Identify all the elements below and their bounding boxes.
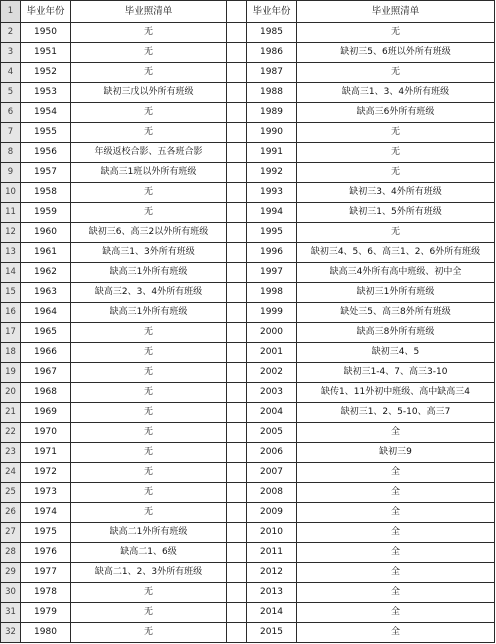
list-cell-right[interactable]: 全 [297, 503, 495, 523]
year-cell-right[interactable]: 2013 [247, 583, 297, 603]
list-cell-left[interactable]: 无 [71, 183, 227, 203]
list-cell-right[interactable]: 缺初三4、5、6、高三1、2、6外所有班级 [297, 243, 495, 263]
list-cell-left[interactable]: 无 [71, 383, 227, 403]
year-cell-right[interactable]: 1997 [247, 263, 297, 283]
year-cell-right[interactable]: 2015 [247, 623, 297, 643]
column-gap[interactable] [227, 43, 247, 63]
list-cell-left[interactable]: 无 [71, 603, 227, 623]
column-gap[interactable] [227, 123, 247, 143]
column-gap[interactable] [227, 183, 247, 203]
column-gap[interactable] [227, 383, 247, 403]
year-cell-left[interactable]: 1966 [21, 343, 71, 363]
year-cell-left[interactable]: 1976 [21, 543, 71, 563]
column-gap[interactable] [227, 523, 247, 543]
row-number[interactable]: 18 [1, 343, 21, 363]
year-cell-right[interactable]: 1990 [247, 123, 297, 143]
year-cell-right[interactable]: 2011 [247, 543, 297, 563]
row-number[interactable]: 27 [1, 523, 21, 543]
list-cell-left[interactable]: 无 [71, 423, 227, 443]
column-gap[interactable] [227, 363, 247, 383]
list-cell-right[interactable]: 全 [297, 603, 495, 623]
year-cell-right[interactable]: 1989 [247, 103, 297, 123]
year-cell-right[interactable]: 2001 [247, 343, 297, 363]
table-row [1, 323, 495, 343]
list-cell-right[interactable]: 全 [297, 523, 495, 543]
column-gap[interactable] [227, 263, 247, 283]
row-number[interactable]: 12 [1, 223, 21, 243]
year-cell-left[interactable]: 1970 [21, 423, 71, 443]
table-row [1, 363, 495, 383]
list-cell-right[interactable]: 全 [297, 583, 495, 603]
list-cell-left[interactable]: 缺高二1、2、3外所有班级 [71, 563, 227, 583]
column-gap[interactable] [227, 23, 247, 43]
list-cell-left[interactable]: 无 [71, 203, 227, 223]
column-gap[interactable] [227, 203, 247, 223]
list-cell-left[interactable]: 无 [71, 463, 227, 483]
row-number[interactable]: 30 [1, 583, 21, 603]
row-number[interactable]: 17 [1, 323, 21, 343]
row-number[interactable]: 32 [1, 623, 21, 643]
row-number[interactable]: 6 [1, 103, 21, 123]
list-cell-right[interactable]: 缺高三1、3、4外所有班级 [297, 83, 495, 103]
header-year-left[interactable]: 毕业年份 [21, 1, 71, 23]
row-number[interactable]: 31 [1, 603, 21, 623]
list-cell-left[interactable]: 无 [71, 503, 227, 523]
list-cell-left[interactable]: 无 [71, 403, 227, 423]
list-cell-left[interactable]: 缺初三6、高三2以外所有班级 [71, 223, 227, 243]
row-number[interactable]: 23 [1, 443, 21, 463]
year-cell-left[interactable]: 1950 [21, 23, 71, 43]
column-gap[interactable] [227, 103, 247, 123]
year-cell-right[interactable]: 2002 [247, 363, 297, 383]
column-gap[interactable] [227, 303, 247, 323]
column-gap[interactable] [227, 63, 247, 83]
list-cell-right[interactable]: 缺初三1、5外所有班级 [297, 203, 495, 223]
year-cell-right[interactable]: 1999 [247, 303, 297, 323]
year-cell-right[interactable]: 1994 [247, 203, 297, 223]
header-list-right[interactable]: 毕业照清单 [297, 1, 495, 23]
list-cell-left[interactable]: 缺高三2、3、4外所有班级 [71, 283, 227, 303]
table-row [1, 43, 495, 63]
table-row [1, 523, 495, 543]
row-number[interactable]: 2 [1, 23, 21, 43]
column-gap[interactable] [227, 343, 247, 363]
row-number[interactable]: 13 [1, 243, 21, 263]
table-row [1, 303, 495, 323]
year-cell-right[interactable]: 1998 [247, 283, 297, 303]
list-cell-right[interactable]: 全 [297, 563, 495, 583]
table-row [1, 223, 495, 243]
table-row [1, 583, 495, 603]
list-cell-right[interactable]: 缺初三1-4、7、高三3-10 [297, 363, 495, 383]
year-cell-right[interactable]: 2000 [247, 323, 297, 343]
year-cell-left[interactable]: 1954 [21, 103, 71, 123]
row-number[interactable]: 9 [1, 163, 21, 183]
year-cell-left[interactable]: 1957 [21, 163, 71, 183]
table-row [1, 623, 495, 643]
list-cell-right[interactable]: 缺高三6外所有班级 [297, 103, 495, 123]
column-gap[interactable] [227, 283, 247, 303]
row-number[interactable]: 19 [1, 363, 21, 383]
year-cell-left[interactable]: 1960 [21, 223, 71, 243]
column-gap[interactable] [227, 543, 247, 563]
row-number[interactable]: 16 [1, 303, 21, 323]
column-gap[interactable] [227, 423, 247, 443]
list-cell-right[interactable]: 缺初三5、6班以外所有班级 [297, 43, 495, 63]
year-cell-left[interactable]: 1953 [21, 83, 71, 103]
column-gap[interactable] [227, 463, 247, 483]
year-cell-right[interactable]: 1996 [247, 243, 297, 263]
list-cell-left[interactable]: 缺高三1外所有班级 [71, 263, 227, 283]
row-number[interactable]: 5 [1, 83, 21, 103]
table-row [1, 263, 495, 283]
row-number[interactable]: 28 [1, 543, 21, 563]
row-number[interactable]: 24 [1, 463, 21, 483]
year-cell-left[interactable]: 1980 [21, 623, 71, 643]
row-number[interactable]: 20 [1, 383, 21, 403]
year-cell-right[interactable]: 1993 [247, 183, 297, 203]
year-cell-left[interactable]: 1978 [21, 583, 71, 603]
column-gap[interactable] [227, 143, 247, 163]
list-cell-right[interactable]: 无 [297, 63, 495, 83]
year-cell-right[interactable]: 1985 [247, 23, 297, 43]
row-number[interactable]: 4 [1, 63, 21, 83]
column-gap[interactable] [227, 1, 247, 23]
year-cell-right[interactable]: 2007 [247, 463, 297, 483]
table-row [1, 123, 495, 143]
table-row [1, 403, 495, 423]
year-cell-left[interactable]: 1962 [21, 263, 71, 283]
table-row [1, 243, 495, 263]
year-cell-right[interactable]: 1991 [247, 143, 297, 163]
list-cell-left[interactable]: 无 [71, 123, 227, 143]
list-cell-right[interactable]: 缺初三9 [297, 443, 495, 463]
header-row [1, 1, 495, 23]
list-cell-right[interactable]: 缺传1、11外初中班级、高中缺高三4 [297, 383, 495, 403]
list-cell-left[interactable]: 无 [71, 103, 227, 123]
list-cell-right[interactable]: 无 [297, 223, 495, 243]
table-row [1, 503, 495, 523]
list-cell-left[interactable]: 无 [71, 343, 227, 363]
table-row [1, 183, 495, 203]
table-row [1, 63, 495, 83]
year-cell-left[interactable]: 1969 [21, 403, 71, 423]
list-cell-right[interactable]: 无 [297, 143, 495, 163]
list-cell-right[interactable]: 缺初三3、4外所有班级 [297, 183, 495, 203]
row-number[interactable]: 22 [1, 423, 21, 443]
column-gap[interactable] [227, 243, 247, 263]
list-cell-left[interactable]: 缺高二1、6级 [71, 543, 227, 563]
year-cell-left[interactable]: 1961 [21, 243, 71, 263]
year-cell-left[interactable]: 1979 [21, 603, 71, 623]
year-cell-right[interactable]: 2008 [247, 483, 297, 503]
year-cell-right[interactable]: 2003 [247, 383, 297, 403]
list-cell-left[interactable]: 年级返校合影、五各班合影 [71, 143, 227, 163]
row-number[interactable]: 8 [1, 143, 21, 163]
year-cell-left[interactable]: 1973 [21, 483, 71, 503]
list-cell-left[interactable]: 无 [71, 363, 227, 383]
table-row [1, 483, 495, 503]
year-cell-left[interactable]: 1963 [21, 283, 71, 303]
year-cell-left[interactable]: 1951 [21, 43, 71, 63]
year-cell-right[interactable]: 2010 [247, 523, 297, 543]
list-cell-left[interactable]: 缺高三1外所有班级 [71, 303, 227, 323]
column-gap[interactable] [227, 443, 247, 463]
list-cell-right[interactable]: 缺初三1外所有班级 [297, 283, 495, 303]
list-cell-left[interactable]: 缺初三戊以外所有班级 [71, 83, 227, 103]
year-cell-left[interactable]: 1975 [21, 523, 71, 543]
list-cell-right[interactable]: 无 [297, 163, 495, 183]
column-gap[interactable] [227, 503, 247, 523]
list-cell-right[interactable]: 缺高三8外所有班级 [297, 323, 495, 343]
table-row [1, 463, 495, 483]
year-cell-right[interactable]: 1992 [247, 163, 297, 183]
list-cell-right[interactable]: 全 [297, 543, 495, 563]
table-row [1, 283, 495, 303]
table-row [1, 103, 495, 123]
list-cell-right[interactable]: 全 [297, 423, 495, 443]
list-cell-right[interactable]: 缺初三4、5 [297, 343, 495, 363]
column-gap[interactable] [227, 83, 247, 103]
table-row [1, 23, 495, 43]
list-cell-right[interactable]: 全 [297, 483, 495, 503]
list-cell-left[interactable]: 无 [71, 443, 227, 463]
year-cell-left[interactable]: 1977 [21, 563, 71, 583]
list-cell-right[interactable]: 全 [297, 463, 495, 483]
year-cell-right[interactable]: 2009 [247, 503, 297, 523]
year-cell-left[interactable]: 1967 [21, 363, 71, 383]
row-number[interactable]: 29 [1, 563, 21, 583]
list-cell-left[interactable]: 缺高三1班以外所有班级 [71, 163, 227, 183]
row-number[interactable]: 7 [1, 123, 21, 143]
list-cell-left[interactable]: 无 [71, 23, 227, 43]
table-row [1, 563, 495, 583]
header-year-right[interactable]: 毕业年份 [247, 1, 297, 23]
table-row [1, 163, 495, 183]
list-cell-left[interactable]: 无 [71, 323, 227, 343]
year-cell-left[interactable]: 1956 [21, 143, 71, 163]
row-number[interactable]: 1 [1, 1, 21, 23]
list-cell-left[interactable]: 缺高二1外所有班级 [71, 523, 227, 543]
row-number[interactable]: 14 [1, 263, 21, 283]
year-cell-right[interactable]: 1995 [247, 223, 297, 243]
year-cell-left[interactable]: 1965 [21, 323, 71, 343]
list-cell-right[interactable]: 无 [297, 23, 495, 43]
row-number[interactable]: 15 [1, 283, 21, 303]
list-cell-left[interactable]: 无 [71, 63, 227, 83]
list-cell-left[interactable]: 缺高三1、3外所有班级 [71, 243, 227, 263]
table-row [1, 543, 495, 563]
row-number[interactable]: 21 [1, 403, 21, 423]
row-number[interactable]: 3 [1, 43, 21, 63]
column-gap[interactable] [227, 583, 247, 603]
list-cell-left[interactable]: 无 [71, 43, 227, 63]
row-number[interactable]: 10 [1, 183, 21, 203]
table-row [1, 603, 495, 623]
row-number[interactable]: 11 [1, 203, 21, 223]
header-list-left[interactable]: 毕业照清单 [71, 1, 227, 23]
list-cell-right[interactable]: 缺初三1、2、5-10、高三7 [297, 403, 495, 423]
year-cell-left[interactable]: 1959 [21, 203, 71, 223]
column-gap[interactable] [227, 403, 247, 423]
column-gap[interactable] [227, 603, 247, 623]
list-cell-right[interactable]: 无 [297, 123, 495, 143]
column-gap[interactable] [227, 483, 247, 503]
year-cell-right[interactable]: 1988 [247, 83, 297, 103]
column-gap[interactable] [227, 623, 247, 643]
table-row [1, 423, 495, 443]
year-cell-right[interactable]: 1986 [247, 43, 297, 63]
year-cell-left[interactable]: 1958 [21, 183, 71, 203]
year-cell-right[interactable]: 1987 [247, 63, 297, 83]
year-cell-right[interactable]: 2006 [247, 443, 297, 463]
year-cell-left[interactable]: 1952 [21, 63, 71, 83]
list-cell-right[interactable]: 缺高三4外所有高中班级、初中全 [297, 263, 495, 283]
list-cell-right[interactable]: 缺处三5、高三8外所有班级 [297, 303, 495, 323]
table-row [1, 143, 495, 163]
list-cell-left[interactable]: 无 [71, 623, 227, 643]
year-cell-left[interactable]: 1968 [21, 383, 71, 403]
list-cell-left[interactable]: 无 [71, 583, 227, 603]
column-gap[interactable] [227, 163, 247, 183]
table-row [1, 383, 495, 403]
table-row [1, 443, 495, 463]
year-cell-left[interactable]: 1964 [21, 303, 71, 323]
year-cell-right[interactable]: 2012 [247, 563, 297, 583]
year-cell-left[interactable]: 1972 [21, 463, 71, 483]
list-cell-right[interactable]: 全 [297, 623, 495, 643]
year-cell-right[interactable]: 2014 [247, 603, 297, 623]
row-number[interactable]: 25 [1, 483, 21, 503]
year-cell-left[interactable]: 1974 [21, 503, 71, 523]
year-cell-left[interactable]: 1955 [21, 123, 71, 143]
year-cell-right[interactable]: 2004 [247, 403, 297, 423]
table-row [1, 83, 495, 103]
year-cell-left[interactable]: 1971 [21, 443, 71, 463]
column-gap[interactable] [227, 223, 247, 243]
row-number[interactable]: 26 [1, 503, 21, 523]
year-cell-right[interactable]: 2005 [247, 423, 297, 443]
column-gap[interactable] [227, 323, 247, 343]
table-row [1, 203, 495, 223]
table-row [1, 343, 495, 363]
column-gap[interactable] [227, 563, 247, 583]
list-cell-left[interactable]: 无 [71, 483, 227, 503]
